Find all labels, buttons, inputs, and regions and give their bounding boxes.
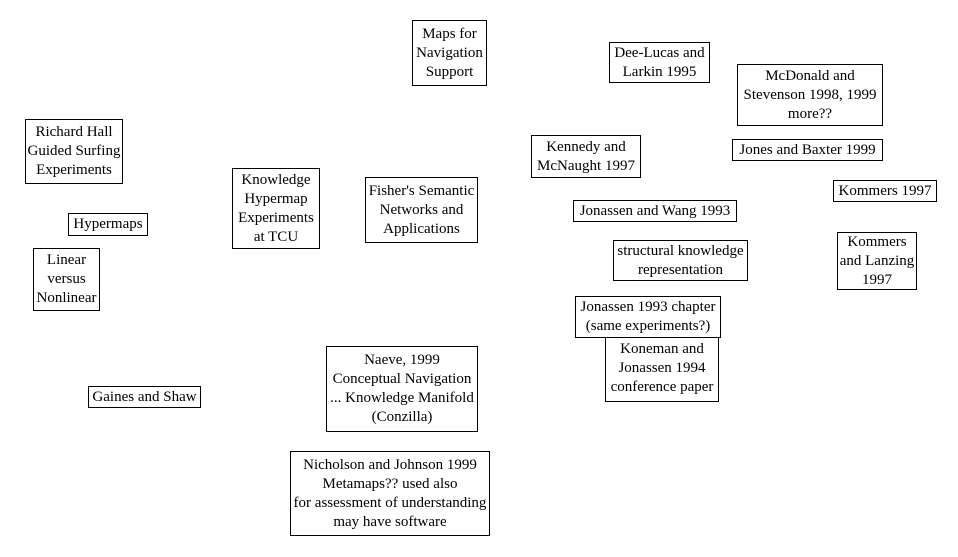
box-text-line: Kommers [847,233,907,250]
box-text-line: Stevenson 1998, 1999 [743,86,877,103]
box-text-line: Richard Hall [35,124,113,140]
box-text-line: McNaught 1997 [537,157,635,174]
box-text-line: Naeve, 1999 [364,352,440,368]
box-text-line: Fisher's Semantic [368,182,475,199]
box-text-line: Jones and Baxter 1999 [739,141,876,158]
box-text-line: Kommers 1997 [838,182,932,199]
box-text-line: ... Knowledge Manifold [330,390,474,406]
box-text-line: Nonlinear [36,290,97,306]
concept-box-maps-for-navigation-support[interactable] [412,20,487,86]
box-text-line: Hypermap [244,190,308,207]
concept-box-gaines-and-shaw[interactable] [88,386,201,408]
box-text-line: and Lanzing [839,252,915,269]
box-text-line: at TCU [253,228,299,245]
box-text-line: Maps for [422,25,477,42]
box-text-line: conference paper [610,379,714,395]
box-text-line: Conceptual Navigation [332,371,472,387]
concept-box-hypermaps[interactable] [68,213,148,236]
concept-box-structural-knowledge-representation[interactable] [613,240,748,281]
box-text-line: Kennedy and [546,138,626,155]
concept-box-kommers-and-lanzing-1997[interactable] [837,232,917,290]
box-text-line: for assessment of understanding [293,494,487,511]
box-text-line: versus [47,271,86,287]
box-text-line: Metamaps?? used also [322,475,458,492]
box-text-line: Larkin 1995 [622,63,697,80]
concept-box-jones-and-baxter-1999[interactable] [732,139,883,161]
concept-box-linear-versus-nonlinear[interactable] [33,248,100,311]
concept-box-naeve-1999-conzilla[interactable] [326,346,478,432]
concept-box-dee-lucas-and-larkin-1995[interactable] [609,42,710,83]
box-text-line: Jonassen 1994 [618,360,706,376]
concept-box-jonassen-1993-chapter[interactable] [575,296,721,338]
box-text-line: Jonassen 1993 chapter [580,299,716,315]
concept-box-kommers-1997[interactable] [833,180,937,202]
box-text-line: Gaines and Shaw [92,388,197,405]
box-text-line: Navigation [416,44,483,61]
concept-box-mcdonald-and-stevenson[interactable] [737,64,883,126]
box-text-line: Applications [383,220,460,237]
box-text-line: (same experiments?) [585,318,711,334]
box-text-line: Knowledge [241,171,311,188]
box-text-line: Jonassen and Wang 1993 [579,202,731,219]
box-text-line: Linear [46,252,87,268]
box-text-line: Guided Surfing [27,143,121,159]
box-text-line: may have software [333,513,447,530]
box-text-line: Experiments [36,162,112,178]
concept-box-knowledge-hypermap-experiments-tcu[interactable] [232,168,320,249]
box-text-line: Dee-Lucas and [614,44,705,61]
box-text-line: Support [425,63,474,80]
concept-box-koneman-and-jonassen-1994[interactable] [605,335,719,402]
concept-box-nicholson-and-johnson-1999[interactable] [290,451,490,536]
box-text-line: more?? [787,105,833,122]
concept-box-kennedy-and-mcnaught-1997[interactable] [531,135,641,178]
box-text-line: (Conzilla) [371,409,433,425]
concept-box-richard-hall-guided-surfing[interactable] [25,119,123,184]
box-text-line: 1997 [862,271,892,288]
box-text-line: Hypermaps [73,216,143,232]
box-text-line: Experiments [238,209,314,226]
box-text-line: Networks and [379,201,464,218]
concept-box-jonassen-and-wang-1993[interactable] [573,200,737,222]
concept-box-fishers-semantic-networks[interactable] [365,177,478,243]
box-text-line: Nicholson and Johnson 1999 [303,456,477,473]
box-text-line: representation [638,261,723,278]
box-text-line: structural knowledge [617,242,744,259]
box-text-line: Koneman and [620,341,704,357]
box-text-line: McDonald and [765,67,855,84]
